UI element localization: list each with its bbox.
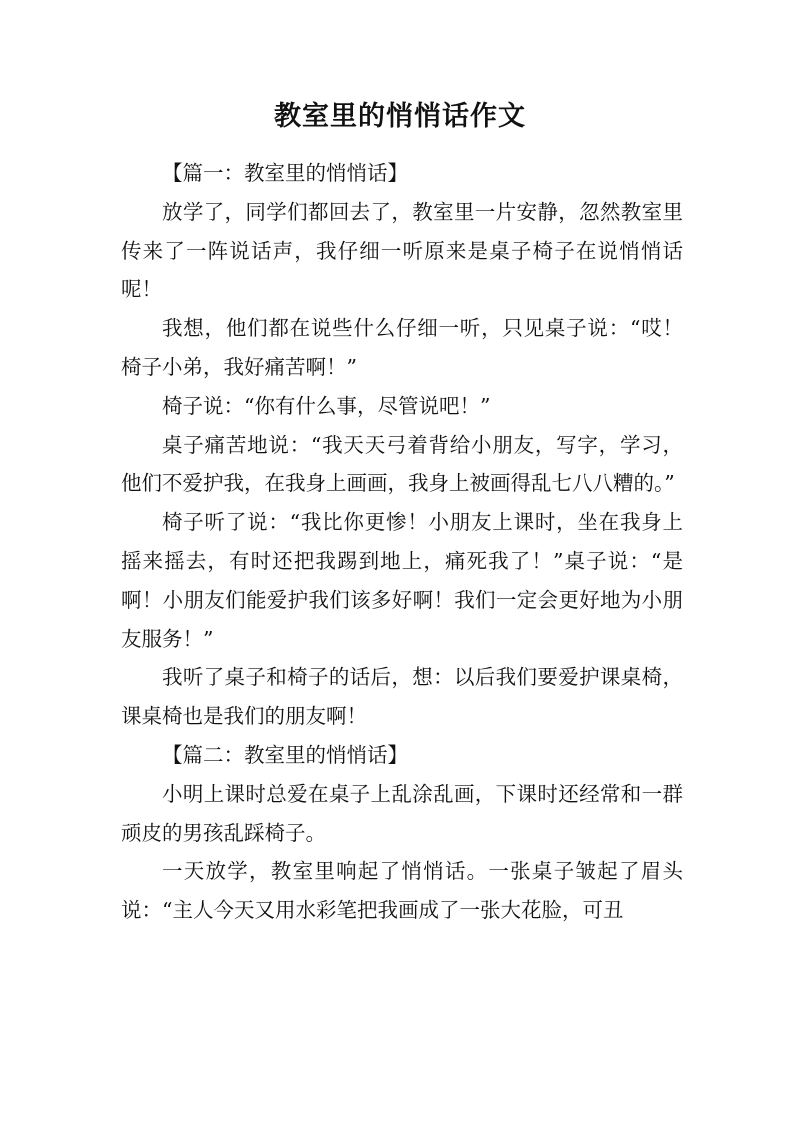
section-heading-2: 【篇二：教室里的悄悄话】 xyxy=(162,742,408,767)
paragraph: 我听了桌子和椅子的话后，想：以后我们要爱护课桌椅，课桌椅也是我们的朋友啊！ xyxy=(121,665,683,729)
paragraph: 我想，他们都在说些什么仔细一听，只见桌子说：“哎！椅子小弟，我好痛苦啊！” xyxy=(121,316,683,379)
paragraph: 小明上课时总爱在桌子上乱涂乱画，下课时还经常和一群顽皮的男孩乱踩椅子。 xyxy=(121,781,683,845)
paragraph: 放学了，同学们都回去了，教室里一片安静，忽然教室里传来了一阵说话声，我仔细一听原来是桌子椅子在说悄悄话呢！ xyxy=(121,199,683,302)
document-body xyxy=(121,154,683,930)
paragraph: 椅子说：“你有什么事，尽管说吧！” xyxy=(162,393,491,418)
document-title: 教室里的悄悄话作文 xyxy=(274,101,526,132)
paragraph: 椅子听了说：“我比你更惨！小朋友上课时，坐在我身上摇来摇去，有时还把我踢到地上，痛死我了！”桌子说：“是啊！小朋友们能爱护我们该多好啊！我们一定会更好地为小朋友服务！” xyxy=(121,510,683,651)
paragraph: 一天放学，教室里响起了悄悄话。一张桌子皱起了眉头说：“主人今天又用水彩笔把我画成了一张大花脸，可丑 xyxy=(121,859,683,923)
section-heading-1: 【篇一：教室里的悄悄话】 xyxy=(162,161,408,185)
paragraph: 桌子痛苦地说：“我天天弓着背给小朋友，写字，学习，他们不爱护我，在我身上画画，我身上被画得乱七八八糟的。” xyxy=(121,432,683,496)
